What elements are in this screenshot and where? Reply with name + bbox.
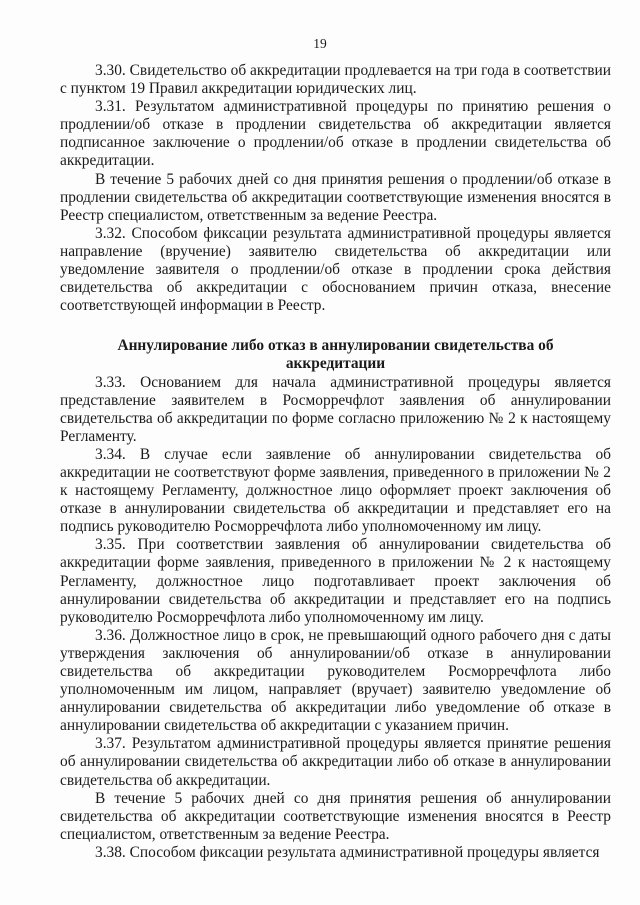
page-number: 19 xyxy=(313,36,327,51)
paragraph-3-31: 3.31. Результатом административной процедуры по принятию решения о продлении/об отказе в продлении свидетельства об аккредитации является подписанное заключение о продлении/об отказе в продлении свидетельства об аккредитации. xyxy=(60,98,611,170)
paragraph-3-34: 3.34. В случае если заявление об аннулировании свидетельства об аккредитации не соответствуют форме заявления, приведенного в приложении № 2 к настоящему Регламенту, должностное лицо оформляет проект заключения об отказе в аннулировании свидетельства об аккредитации и представляет его на подпись руководителю Росморречфлота либо уполномоченному им лицу. xyxy=(60,445,611,536)
document-body xyxy=(60,62,611,862)
paragraph-3-38: 3.38. Способом фиксации результата административной процедуры является xyxy=(95,843,600,861)
paragraph-3-32: 3.32. Способом фиксации результата административной процедуры является направление (вручение) заявителю свидетельства об аккредитации или уведомление заявителя о продлении/об отказе в продлении срока действия свидетельства об аккредитации с обоснованием причин отказа, внесение соответствующей информации в Реестр. xyxy=(60,224,611,315)
paragraph-3-33: 3.33. Основанием для начала административной процедуры является представление заявителем в Росморречфлот заявления об аннулировании свидетельства об аккредитации по форме согласно приложению № 2 к настоящему Регламенту. xyxy=(60,373,611,445)
paragraph-3-37: 3.37. Результатом административной процедуры является принятие решения об аннулировании свидетельства об аккредитации либо об отказе в аннулировании свидетельства об аккредитации. xyxy=(60,735,611,789)
paragraph-3-30: 3.30. Свидетельство об аккредитации продлевается на три года в соответствии с пунктом 19 Правил аккредитации юридических лиц. xyxy=(60,62,611,98)
paragraph-3-36: 3.36. Должностное лицо в срок, не превышающий одного рабочего дня с даты утверждения заключения об аннулировании/об отказе в аннулировании свидетельства об аккредитации руководителем Росморречфлота либо уполномоченным им лицом, направляет (вручает) заявителю уведомление об аннулировании свидетельства об аккредитации либо уведомление об отказе в аннулировании свидетельства об аккредитации с указанием причин. xyxy=(60,626,611,735)
paragraph-3-31-deadline: В течение 5 рабочих дней со дня принятия решения о продлении/об отказе в продлении свидетельства об аккредитации соответствующие изменения вносятся в Реестр специалистом, ответственным за ведение Реестра. xyxy=(60,170,611,224)
section-heading: Аннулирование либо отказ в аннулировании свидетельства об аккредитации xyxy=(117,337,554,373)
paragraph-3-35: 3.35. При соответствии заявления об аннулировании свидетельства об аккредитации форме заявления, приведенного в приложении № 2 к настоящему Регламенту, должностное лицо подготавливает проект заключения об аннулировании свидетельства об аккредитации и представляет его на подпись руководителю Росморречфлота либо уполномоченному им лицу. xyxy=(60,536,611,626)
paragraph-3-37-deadline: В течение 5 рабочих дней со дня принятия решения об аннулировании свидетельства об аккредитации соответствующие изменения вносятся в Реестр специалистом, ответственным за ведение Реестра. xyxy=(60,789,611,843)
